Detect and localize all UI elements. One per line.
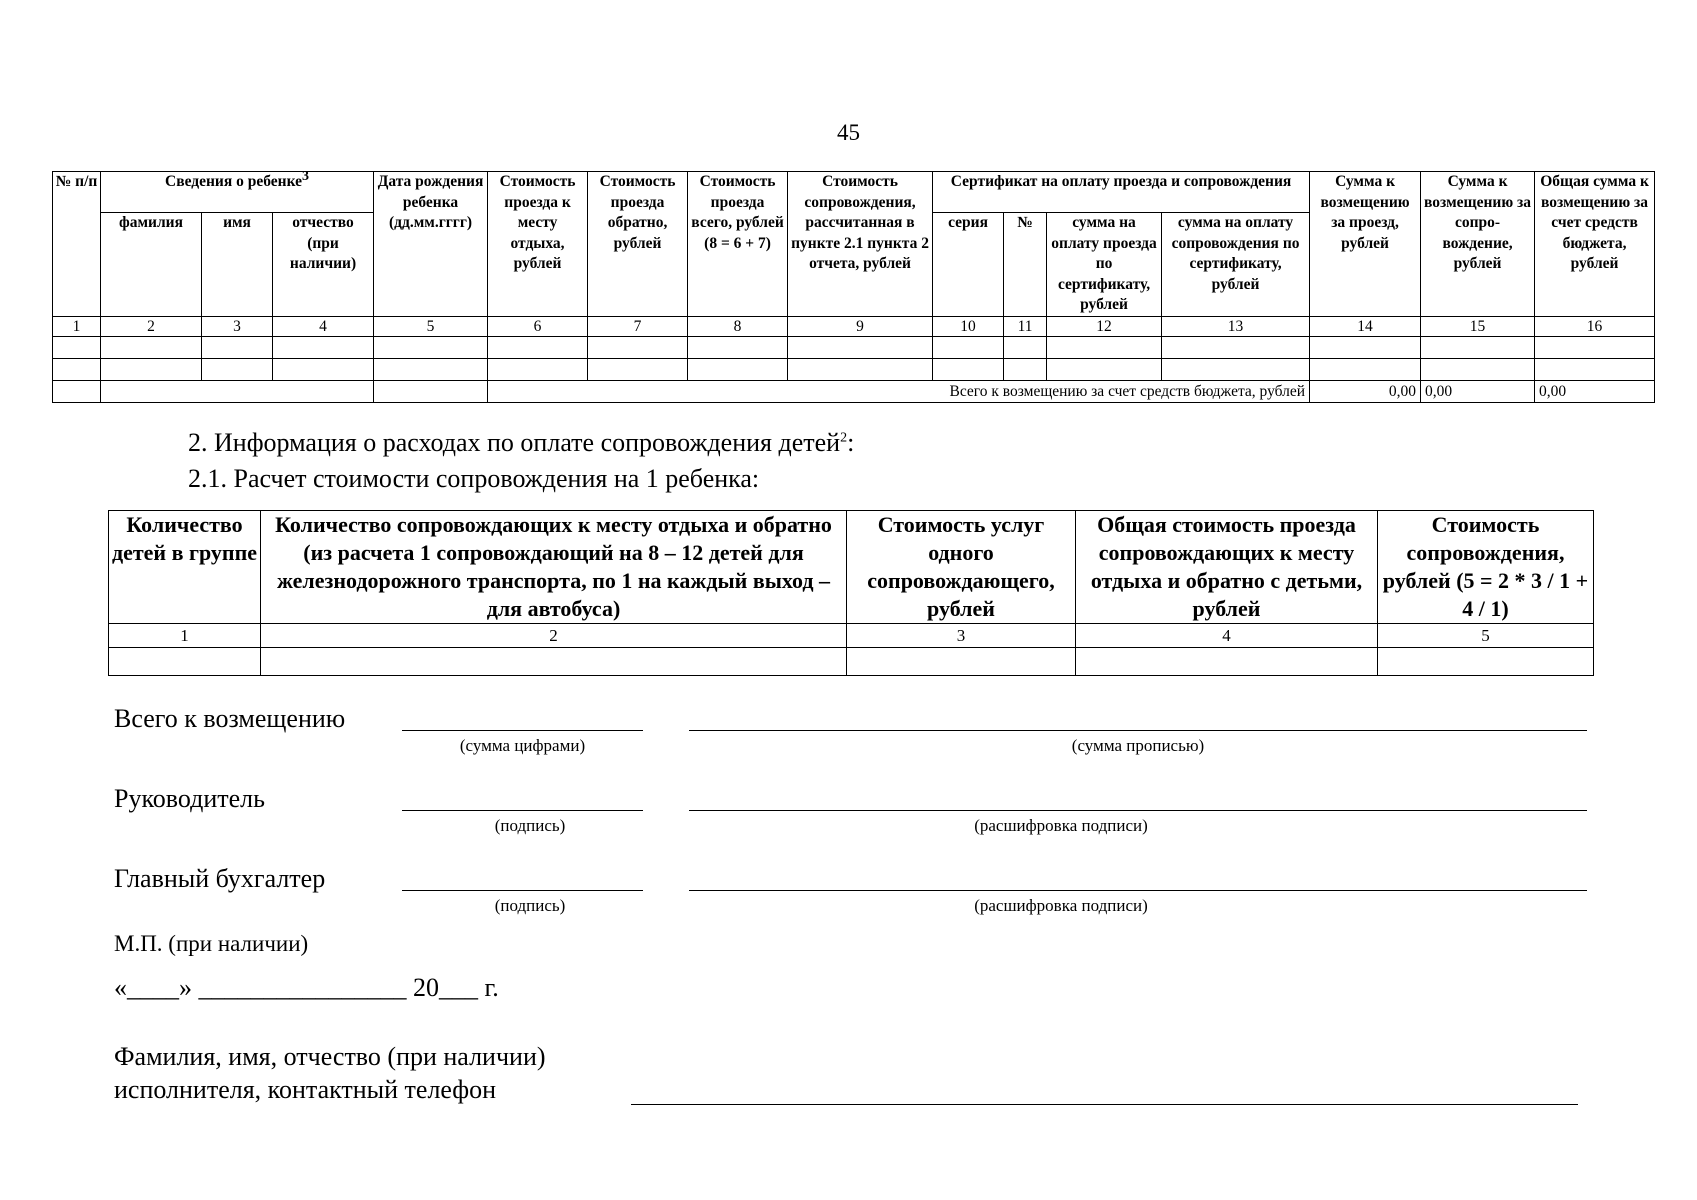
stamp-label: М.П. (при наличии) <box>114 931 309 956</box>
col-number: 9 <box>788 316 933 336</box>
header-escort-service-cost: Стоимость услуг одного сопровождающего, рублей <box>847 511 1076 624</box>
empty-cell[interactable] <box>53 336 101 358</box>
empty-cell[interactable] <box>374 336 488 358</box>
col-number: 14 <box>1310 316 1421 336</box>
sum-digits-hint: (сумма цифрами) <box>459 736 586 755</box>
header-child-info: Сведения о ребенке$^3$ <box>101 172 374 213</box>
empty-cell[interactable] <box>1076 648 1378 676</box>
table-row <box>53 336 1655 358</box>
section-2-1-heading: 2.1. Расчет стоимости сопровождения на 1 ребенка: <box>188 464 760 493</box>
empty-cell[interactable] <box>1421 358 1535 380</box>
total-row <box>53 380 1655 402</box>
executor-line[interactable] <box>631 1104 1578 1105</box>
header-cert-escort-sum: сумма на оплату сопровождения по сертификату, рублей <box>1162 213 1310 317</box>
col-number: 15 <box>1421 316 1535 336</box>
page-number: 45 <box>837 120 860 145</box>
executor-label-line2: исполнителя, контактный телефон <box>114 1075 497 1104</box>
header-cost-to: Стоимость проезда к месту отдыха, рублей <box>488 172 588 317</box>
empty-cell[interactable] <box>1310 336 1421 358</box>
head-decoding-line[interactable] <box>689 810 1587 811</box>
col-number: 4 <box>273 316 374 336</box>
empty-cell[interactable] <box>1047 358 1162 380</box>
total-escort-value: 0,00 <box>1421 380 1535 402</box>
empty-cell <box>101 380 374 402</box>
empty-cell[interactable] <box>374 358 488 380</box>
col-number: 4 <box>1076 624 1378 648</box>
header-cost-back: Стоимость проезда обратно, рублей <box>588 172 688 317</box>
empty-cell[interactable] <box>788 358 933 380</box>
col-number: 5 <box>1378 624 1594 648</box>
col-number: 3 <box>847 624 1076 648</box>
empty-cell[interactable] <box>1535 358 1655 380</box>
empty-cell[interactable] <box>1162 336 1310 358</box>
executor-label-line1: Фамилия, имя, отчество (при наличии) <box>114 1042 546 1071</box>
header-escort-cost: Стоимость сопровождения, рублей (5 = 2 * 3 / 1 + 4 / 1) <box>1378 511 1594 624</box>
empty-cell <box>53 380 101 402</box>
header-birth-date: Дата рождения ребенка (дд.мм.гггг) <box>374 172 488 317</box>
col-number: 8 <box>688 316 788 336</box>
head-decoding-hint: (расшифровка подписи) <box>974 816 1148 835</box>
accountant-signature-line[interactable] <box>402 890 643 891</box>
header-cost-total: Стоимость проезда всего, рублей (8 = 6 + 7) <box>688 172 788 317</box>
empty-cell[interactable] <box>488 336 588 358</box>
col-number: 2 <box>261 624 847 648</box>
accountant-decoding-line[interactable] <box>689 890 1587 891</box>
empty-cell <box>374 380 488 402</box>
empty-cell[interactable] <box>273 358 374 380</box>
header-cert-no: № <box>1004 213 1047 317</box>
empty-cell[interactable] <box>1004 358 1047 380</box>
empty-cell[interactable] <box>788 336 933 358</box>
header-children-count: Количество детей в группе <box>109 511 261 624</box>
table-row <box>109 648 1594 676</box>
empty-cell[interactable] <box>588 336 688 358</box>
head-label: Руководитель <box>114 784 265 813</box>
empty-cell[interactable] <box>53 358 101 380</box>
col-number: 5 <box>374 316 488 336</box>
empty-cell[interactable] <box>488 358 588 380</box>
col-number: 16 <box>1535 316 1655 336</box>
col-number: 6 <box>488 316 588 336</box>
col-number: 7 <box>588 316 688 336</box>
accountant-signature-hint: (подпись) <box>494 896 566 915</box>
section-2-heading: 2. Информация о расходах по оплате сопровождения детей$^2$: <box>188 428 855 457</box>
header-cert-travel-sum: сумма на оплату проезда по сертификату, рублей <box>1047 213 1162 317</box>
header-patronymic: отчество (при наличии) <box>273 213 374 317</box>
date-line: «____» ________________ 20___ г. <box>114 973 499 1002</box>
header-certificate: Сертификат на оплату проезда и сопровождения <box>933 172 1310 213</box>
empty-cell[interactable] <box>101 358 202 380</box>
header-series: серия <box>933 213 1004 317</box>
empty-cell[interactable] <box>1162 358 1310 380</box>
escort-cost-table <box>108 510 1594 676</box>
accountant-label: Главный бухгалтер <box>114 864 326 893</box>
empty-cell[interactable] <box>261 648 847 676</box>
empty-cell[interactable] <box>273 336 374 358</box>
empty-cell[interactable] <box>202 358 273 380</box>
empty-cell[interactable] <box>933 358 1004 380</box>
empty-cell[interactable] <box>688 358 788 380</box>
col-number: 2 <box>101 316 202 336</box>
empty-cell[interactable] <box>202 336 273 358</box>
header-escort-travel-total: Общая стоимость проезда сопровождающих к месту отдыха и обратно с детьми, рублей <box>1076 511 1378 624</box>
col-number: 11 <box>1004 316 1047 336</box>
total-reimbursement-label: Всего к возмещению <box>114 704 346 733</box>
col-number: 1 <box>53 316 101 336</box>
empty-cell[interactable] <box>109 648 261 676</box>
empty-cell[interactable] <box>1421 336 1535 358</box>
sum-words-line[interactable] <box>689 730 1587 731</box>
empty-cell[interactable] <box>101 336 202 358</box>
column-numbers-row <box>53 316 1655 336</box>
col-number: 3 <box>202 316 273 336</box>
col-number: 1 <box>109 624 261 648</box>
total-label: Всего к возмещению за счет средств бюджета, рублей <box>488 380 1310 402</box>
header-escort-cost: Стоимость сопровождения, рассчитанная в пункте 2.1 пункта 2 отчета, рублей <box>788 172 933 317</box>
head-signature-line[interactable] <box>402 810 643 811</box>
empty-cell[interactable] <box>1004 336 1047 358</box>
empty-cell[interactable] <box>1378 648 1594 676</box>
empty-cell[interactable] <box>933 336 1004 358</box>
table-row <box>53 358 1655 380</box>
col-number: 12 <box>1047 316 1162 336</box>
header-reimb-escort: Сумма к возмещению за сопро-вождение, рублей <box>1421 172 1535 317</box>
header-reimb-travel: Сумма к возмещению за проезд, рублей <box>1310 172 1421 317</box>
empty-cell[interactable] <box>688 336 788 358</box>
sum-words-hint: (сумма прописью) <box>1071 736 1205 755</box>
header-surname: фамилия <box>101 213 202 317</box>
children-travel-table <box>52 168 1655 403</box>
total-travel-value: 0,00 <box>1310 380 1421 402</box>
sum-digits-line[interactable] <box>402 730 643 731</box>
empty-cell[interactable] <box>1535 336 1655 358</box>
column-numbers-row <box>109 624 1594 648</box>
total-overall-value: 0,00 <box>1535 380 1655 402</box>
empty-cell[interactable] <box>1310 358 1421 380</box>
empty-cell[interactable] <box>588 358 688 380</box>
col-number: 13 <box>1162 316 1310 336</box>
header-name: имя <box>202 213 273 317</box>
header-reimb-total: Общая сумма к возмещению за счет средств бюджета, рублей <box>1535 172 1655 317</box>
header-escorts-count: Количество сопровождающих к месту отдыха и обратно (из расчета 1 сопровождающий на 8 – 12 детей для железнодорожного транспорта, по 1 на каждый выход – для автобуса) <box>261 511 847 624</box>
accountant-decoding-hint: (расшифровка подписи) <box>974 896 1148 915</box>
empty-cell[interactable] <box>847 648 1076 676</box>
empty-cell[interactable] <box>1047 336 1162 358</box>
head-signature-hint: (подпись) <box>494 816 566 835</box>
header-num: № п/п <box>53 172 101 317</box>
col-number: 10 <box>933 316 1004 336</box>
